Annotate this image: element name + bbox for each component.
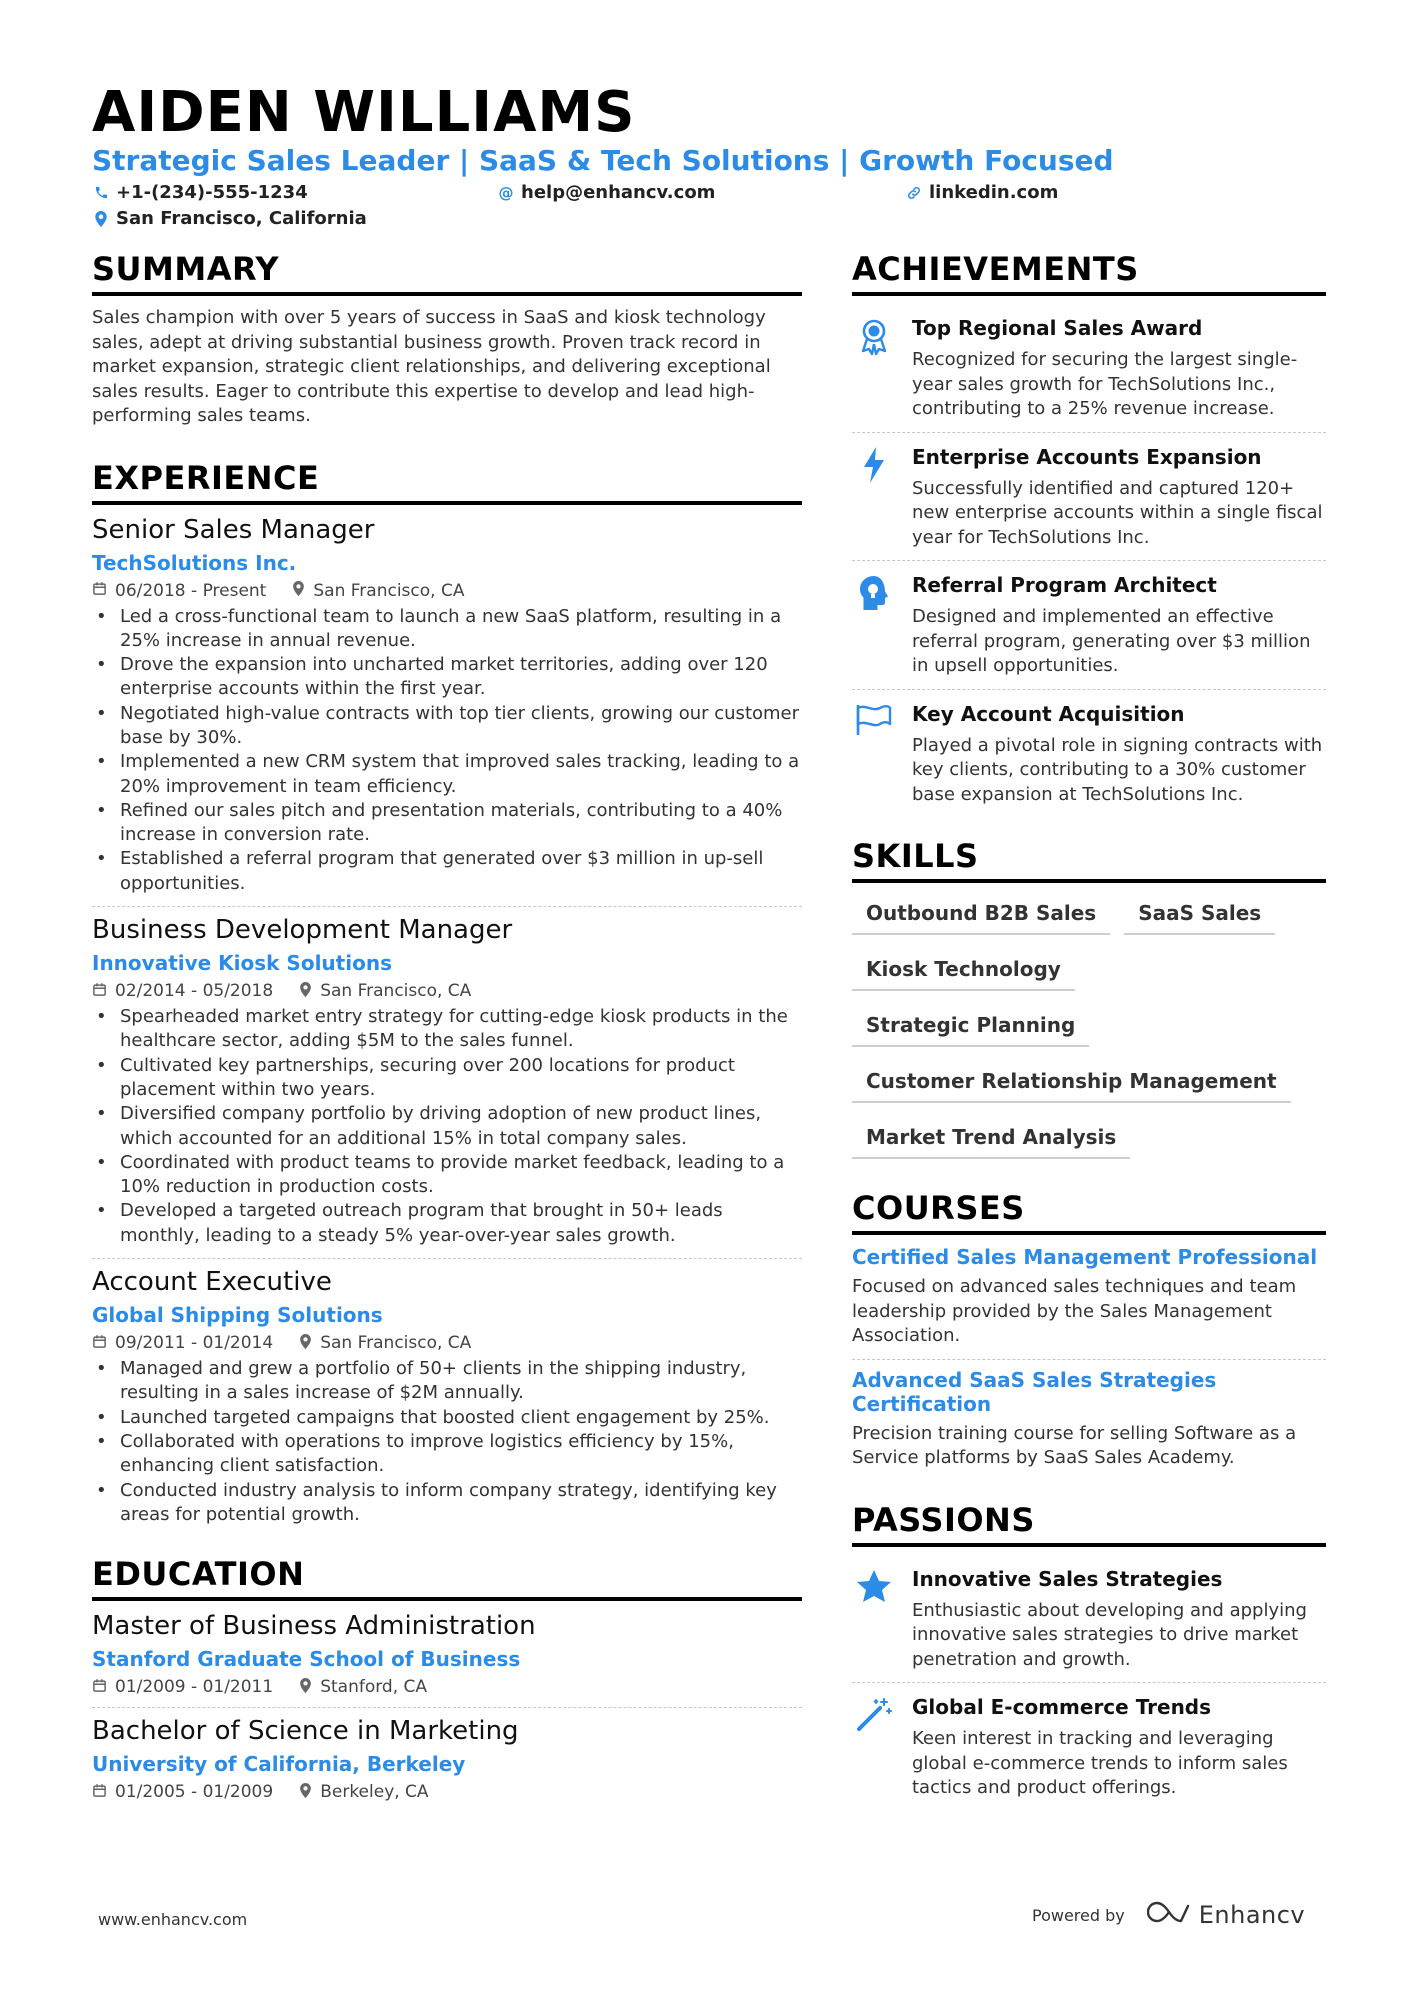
job-bullets xyxy=(92,605,802,897)
calendar-icon xyxy=(92,1783,107,1802)
at-sign-icon: @ xyxy=(498,183,514,202)
skill-tag: Customer Relationship Management xyxy=(852,1069,1291,1103)
section-title-skills: SKILLS xyxy=(852,837,1326,883)
passion-item xyxy=(852,1685,1326,1809)
job-location: San Francisco, CA xyxy=(313,580,465,601)
passions-section xyxy=(852,1501,1326,1809)
email-text: help@enhancv.com xyxy=(521,182,716,203)
divider xyxy=(92,906,802,907)
divider xyxy=(852,432,1326,433)
experience-entry xyxy=(92,915,802,1248)
passion-title: Global E-commerce Trends xyxy=(912,1695,1212,1719)
experience-section xyxy=(92,459,802,1528)
location-text: San Francisco, California xyxy=(116,208,367,229)
phone-icon xyxy=(92,185,110,200)
job-location: San Francisco, CA xyxy=(320,1333,472,1354)
job-bullets xyxy=(92,1005,802,1248)
passion-desc: Enthusiastic about developing and applying innovative sales strategies to drive market penetration and growth. xyxy=(912,1599,1307,1670)
magic-wand-icon xyxy=(852,1695,896,1801)
contact-linkedin[interactable] xyxy=(905,182,1058,203)
passion-desc: Keen interest in tracking and leveraging global e-commerce trends to inform sales tactics and product offerings. xyxy=(912,1728,1288,1798)
skills-section xyxy=(852,837,1326,1159)
course-title: Advanced SaaS Sales Strategies Certification xyxy=(852,1367,1217,1416)
location-pin-icon xyxy=(299,1334,312,1353)
job-bullet: • Drove the expansion into uncharted market territories, adding over 120 enterprise accounts within the first year. xyxy=(92,653,802,702)
experience-entry xyxy=(92,515,802,897)
location-pin-icon xyxy=(292,581,305,600)
contact-email[interactable] xyxy=(497,182,715,203)
job-bullet: • Collaborated with operations to improve logistics efficiency by 15%, enhancing client satisfaction. xyxy=(92,1430,802,1479)
job-bullet: • Spearheaded market entry strategy for cutting-edge kiosk products in the healthcare sector, adding $5M to the sales funnel. xyxy=(92,1005,802,1054)
achievement-desc: Played a pivotal role in signing contracts with key clients, contributing to a 30% customer base expansion at TechSolutions Inc. xyxy=(912,734,1323,805)
education-meta xyxy=(92,1782,802,1802)
job-bullet: • Coordinated with product teams to provide market feedback, leading to a 10% reduction in production costs. xyxy=(92,1151,802,1200)
lightning-bolt-icon xyxy=(852,445,896,551)
brand-logo[interactable] xyxy=(1147,1900,1305,1930)
skill-tag: Kiosk Technology xyxy=(852,957,1075,991)
calendar-icon xyxy=(92,1678,107,1697)
divider xyxy=(852,560,1326,561)
job-bullet: • Established a referral program that generated over $3 million in up-sell opportunities. xyxy=(92,847,802,896)
company-name: Innovative Kiosk Solutions xyxy=(92,951,392,976)
location-pin-icon xyxy=(92,211,110,227)
divider xyxy=(92,1258,802,1259)
school-name: Stanford Graduate School of Business xyxy=(92,1647,521,1672)
job-bullet: • Negotiated high-value contracts with top tier clients, growing our customer base by 30%. xyxy=(92,702,802,751)
course-desc: Precision training course for selling Software as a Service platforms by SaaS Sales Academy. xyxy=(852,1422,1297,1468)
course-item xyxy=(852,1245,1326,1349)
course-item xyxy=(852,1368,1326,1471)
section-title-education: EDUCATION xyxy=(92,1555,802,1601)
phone-text: +1-(234)-555-1234 xyxy=(116,182,308,203)
job-meta xyxy=(92,581,802,601)
calendar-icon xyxy=(92,982,107,1001)
job-bullet: • Conducted industry analysis to inform company strategy, identifying key areas for potential growth. xyxy=(92,1479,802,1528)
location-pin-icon xyxy=(299,982,312,1001)
job-location: San Francisco, CA xyxy=(320,981,472,1002)
achievement-title: Referral Program Architect xyxy=(912,573,1217,597)
skill-tag: SaaS Sales xyxy=(1124,901,1275,935)
section-title-courses: COURSES xyxy=(852,1189,1326,1235)
job-dates: 09/2011 - 01/2014 xyxy=(115,1333,274,1354)
section-title-passions: PASSIONS xyxy=(852,1501,1326,1547)
job-bullet: • Led a cross-functional team to launch a new SaaS platform, resulting in a 25% increase in annual revenue. xyxy=(92,605,802,654)
passion-title: Innovative Sales Strategies xyxy=(912,1566,1223,1591)
job-title: Business Development Manager xyxy=(92,915,513,946)
summary-text: Sales champion with over 5 years of success in SaaS and kiosk technology sales, adept at driving substantial business growth. Proven track record in market expansion, strategic client relationships, and delivering exceptional sales results. Eager to contribute this expertise to develop and lead high-performing sales teams. xyxy=(92,307,771,426)
job-bullet: • Refined our sales pitch and presentation materials, contributing to a 40% increase in conversion rate. xyxy=(92,799,802,848)
infinity-logo-icon xyxy=(1147,1900,1191,1930)
location-pin-icon xyxy=(299,1783,312,1802)
right-column xyxy=(852,250,1326,1809)
job-bullet: • Managed and grew a portfolio of 50+ clients in the shipping industry, resulting in a sales increase of $2M annually. xyxy=(92,1357,802,1406)
job-bullet: • Developed a targeted outreach program that brought in 50+ leads monthly, leading to a steady 5% year-over-year sales growth. xyxy=(92,1199,802,1248)
education-dates: 01/2009 - 01/2011 xyxy=(115,1677,274,1698)
location-pin-icon xyxy=(299,1678,312,1697)
achievement-desc: Recognized for securing the largest single-year sales growth for TechSolutions Inc., contributing to a 25% revenue increase. xyxy=(912,349,1298,419)
job-dates: 06/2018 - Present xyxy=(115,580,267,601)
job-bullet: • Cultivated key partnerships, securing over 200 locations for product placement within two years. xyxy=(92,1054,802,1103)
company-name: TechSolutions Inc. xyxy=(92,550,297,575)
head-lightbulb-icon xyxy=(852,573,896,679)
achievement-item xyxy=(852,306,1326,430)
section-title-experience: EXPERIENCE xyxy=(92,459,802,505)
divider xyxy=(852,1682,1326,1683)
education-dates: 01/2005 - 01/2009 xyxy=(115,1782,274,1803)
education-entry xyxy=(92,1611,802,1697)
achievement-item xyxy=(852,435,1326,559)
section-title-summary: SUMMARY xyxy=(92,250,802,296)
skills-list xyxy=(852,901,1326,1159)
job-meta xyxy=(92,1333,802,1353)
linkedin-text: linkedin.com xyxy=(929,182,1059,203)
achievement-title: Key Account Acquisition xyxy=(912,701,1185,726)
course-desc: Focused on advanced sales techniques and team leadership provided by the Sales Management Association. xyxy=(852,1276,1297,1346)
achievement-item xyxy=(852,692,1326,816)
star-icon xyxy=(852,1567,896,1673)
powered-by-text: Powered by xyxy=(1032,1905,1125,1925)
achievement-desc: Designed and implemented an effective referral program, generating over $3 million in upsell opportunities. xyxy=(912,606,1311,676)
section-title-achievements: ACHIEVEMENTS xyxy=(852,250,1326,296)
brand-name: Enhancv xyxy=(1198,1901,1306,1929)
job-bullet: • Diversified company portfolio by driving adoption of new product lines, which accounted for an additional 15% in total company sales. xyxy=(92,1102,802,1151)
calendar-icon xyxy=(92,1334,107,1353)
passion-item xyxy=(852,1557,1326,1681)
left-column xyxy=(92,250,802,1802)
job-title: Account Executive xyxy=(92,1267,332,1298)
divider xyxy=(92,1707,802,1708)
footer-website[interactable]: www.enhancv.com xyxy=(98,1910,248,1929)
footer-branding xyxy=(1032,1900,1305,1930)
education-location: Stanford, CA xyxy=(320,1677,428,1698)
company-name: Global Shipping Solutions xyxy=(92,1303,383,1328)
skill-tag: Strategic Planning xyxy=(852,1013,1089,1047)
education-section xyxy=(92,1555,802,1802)
summary-section xyxy=(92,250,802,429)
experience-entry xyxy=(92,1267,802,1527)
degree-title: Bachelor of Science in Marketing xyxy=(92,1716,519,1747)
degree-title: Master of Business Administration xyxy=(92,1611,536,1642)
school-name: University of California, Berkeley xyxy=(92,1752,466,1777)
link-icon xyxy=(905,185,923,201)
job-bullet: • Launched targeted campaigns that boosted client engagement by 25%. xyxy=(92,1406,802,1430)
contact-location xyxy=(92,208,367,229)
achievement-item xyxy=(852,563,1326,687)
award-ribbon-icon xyxy=(852,316,896,422)
job-dates: 02/2014 - 05/2018 xyxy=(115,981,274,1002)
achievements-section xyxy=(852,250,1326,815)
calendar-icon xyxy=(92,581,107,600)
job-title: Senior Sales Manager xyxy=(92,514,375,545)
education-entry xyxy=(92,1716,802,1802)
education-location: Berkeley, CA xyxy=(320,1782,429,1803)
candidate-name: AIDEN WILLIAMS xyxy=(92,80,636,145)
divider xyxy=(852,689,1326,690)
job-meta xyxy=(92,981,802,1001)
achievement-title: Enterprise Accounts Expansion xyxy=(912,444,1262,469)
job-bullet: • Implemented a new CRM system that improved sales tracking, leading to a 20% improvement in team efficiency. xyxy=(92,750,802,799)
education-meta xyxy=(92,1677,802,1697)
achievement-title: Top Regional Sales Award xyxy=(912,316,1203,340)
divider xyxy=(852,1359,1326,1360)
skill-tag: Market Trend Analysis xyxy=(852,1125,1130,1159)
job-bullets xyxy=(92,1357,802,1527)
skill-tag: Outbound B2B Sales xyxy=(852,901,1110,935)
contact-phone xyxy=(92,182,308,203)
courses-section xyxy=(852,1189,1326,1471)
achievement-desc: Successfully identified and captured 120+ new enterprise accounts within a single fiscal year for TechSolutions Inc. xyxy=(912,477,1323,548)
candidate-headline: Strategic Sales Leader | SaaS & Tech Solutions | Growth Focused xyxy=(92,144,1114,177)
course-title: Certified Sales Management Professional xyxy=(852,1245,1318,1269)
flag-icon xyxy=(852,702,896,808)
